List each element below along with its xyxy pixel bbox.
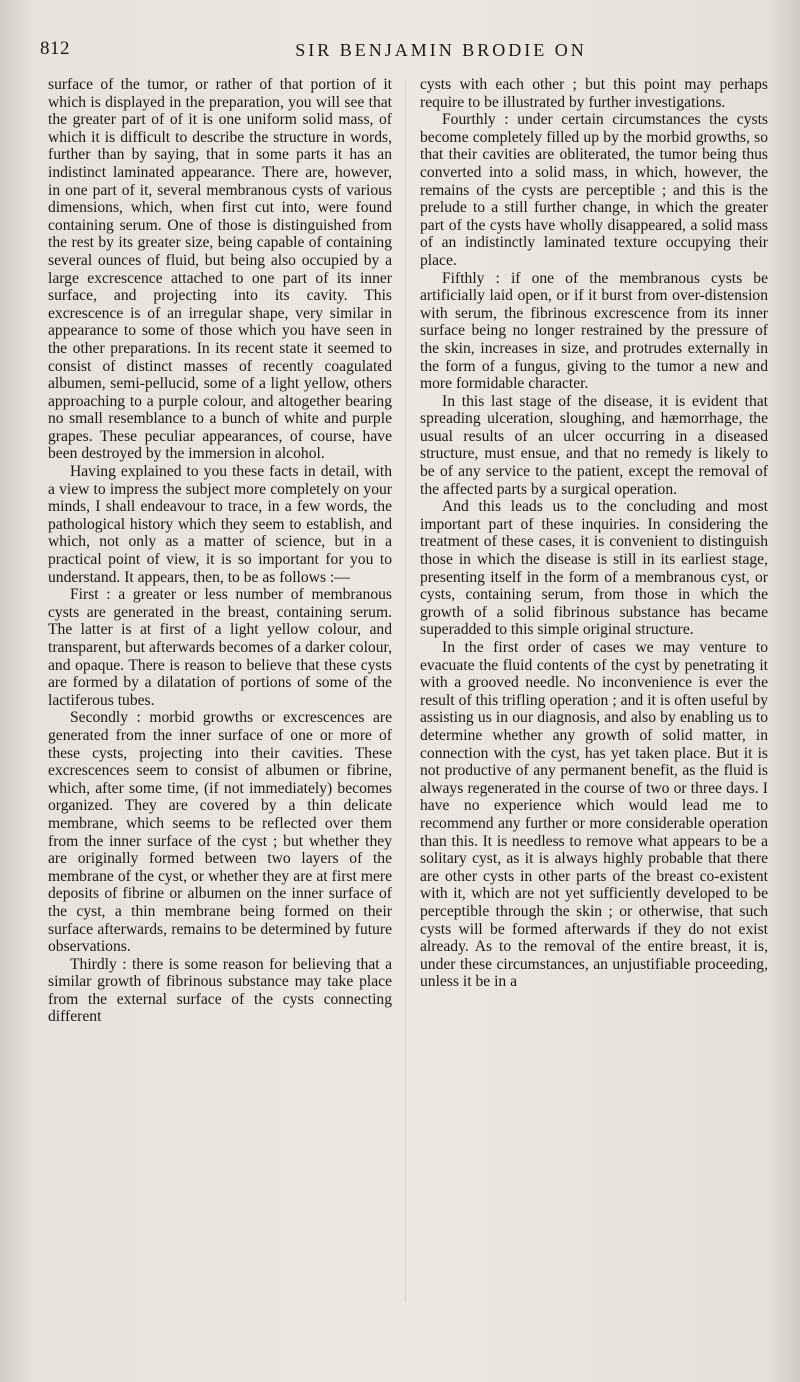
paragraph: First : a greater or less number of membranous cysts are generated in the breast, containing serum. The latter is at first of a light yellow colour, and transparent, but afterwards becomes of a darker colour, and opaque. There is reason to believe that these cysts are formed by a dilatation of portions of some of the lactiferous tubes.: [48, 586, 392, 709]
right-column: [420, 76, 768, 1322]
paragraph: Thirdly : there is some reason for believing that a similar growth of fibrinous substance may take place from the external surface of the cysts connecting different: [48, 955, 392, 1026]
paragraph: Secondly : morbid growths or excrescences are generated from the inner surface of one or more of these cysts, projecting into their cavities. These excrescences seem to consist of albumen or fibrine, which, after some time, (if not immediately) becomes organized. They are covered by a thin delicate membrane, which seems to be reflected over them from the inner surface of the cyst ; but whether they are originally formed between two layers of the membrane of the cyst, or whether they are at first mere deposits of fibrine or albumen on the inner surface of the cyst, a thin membrane being formed on their surface afterwards, remains to be determined by future observations.: [48, 709, 392, 956]
paragraph: Fourthly : under certain circumstances the cysts become completely filled up by the morbid growths, so that their cavities are obliterated, the tumor being thus converted into a solid mass, in which, however, the remains of the cysts are perceptible ; and this is the prelude to a still further change, in which the greater part of the cysts have wholly disappeared, a solid mass of an indistinctly laminated texture occupying their place.: [420, 111, 768, 269]
paragraph: cysts with each other ; but this point may perhaps require to be illustrated by further investigations.: [420, 76, 768, 111]
paragraph: And this leads us to the concluding and most important part of these inquiries. In considering the treatment of these cases, it is convenient to distinguish those in which the disease is still in its earliest stage, presenting itself in the form of a membranous cyst, or cysts, containing serum, from those in which the growth of a solid fibrinous substance has became superadded to this simple original structure.: [420, 498, 768, 639]
left-column: [48, 76, 392, 1322]
paragraph: Having explained to you these facts in detail, with a view to impress the subject more completely on your minds, I shall endeavour to trace, in a few words, the pathological history which they seem to establish, and which, not only as a matter of science, but in a practical point of view, it is so important for you to understand. It appears, then, to be as follows :—: [48, 463, 392, 586]
page-number: 812: [40, 38, 70, 59]
text-columns: [48, 76, 770, 1322]
paragraph: surface of the tumor, or rather of that portion of it which is displayed in the preparation, you will see that the greater part of of it is one uniform solid mass, of which it is difficult to describe the structure in words, further than by saying, that in some parts it has an indistinct laminated appearance. There are, however, in one part of it, several membranous cysts of various dimensions, which, when first cut into, were found containing serum. One of those is distinguished from the rest by its greater size, being capable of containing several ounces of fluid, but being also occupied by a large excrescence attached to one part of its inner surface, and projecting into its cavity. This excrescence is of an irregular shape, very similar in appearance to some of those which you have seen in the other preparations. In its recent state it seemed to consist of distinct masses of recently coagulated albumen, semi-pellucid, some of a light yellow, others approaching to a purple colour, and altogether bearing no small resemblance to a bunch of white and purple grapes. These peculiar appearances, of course, have been destroyed by the immersion in alcohol.: [48, 76, 392, 463]
column-divider: [405, 80, 406, 1302]
paragraph: In the first order of cases we may venture to evacuate the fluid contents of the cyst by penetrating it with a grooved needle. No inconvenience is ever the result of this trifling operation ; and it is often useful by assisting us in our diagnosis, and also by enabling us to determine whether any growth of solid matter, in connection with the cyst, has yet taken place. But it is not productive of any permanent benefit, as the fluid is always regenerated in the course of two or three days. I have no experience which would lead me to recommend any further or more considerable operation than this. It is needless to remove what appears to be a solitary cyst, as it is always highly probable that there are other cysts in other parts of the breast co-existent with it, which are not yet sufficiently developed to be perceptible through the skin ; or otherwise, that such cysts will be formed afterwards if they do not exist already. As to the removal of the entire breast, it is, under these circumstances, an unjustifiable proceeding, unless it be in a: [420, 639, 768, 991]
running-head: [40, 38, 772, 68]
running-title: SIR BENJAMIN BRODIE ON: [295, 40, 587, 60]
paragraph: In this last stage of the disease, it is evident that spreading ulceration, sloughing, and hæmorrhage, the usual results of an ulcer occurring in a diseased structure, must ensue, and that no remedy is likely to be of any service to the patient, except the removal of the affected parts by a surgical operation.: [420, 392, 768, 498]
paragraph: Fifthly : if one of the membranous cysts be artificially laid open, or if it burst from over-distension with serum, the fibrinous excrescence from its inner surface being no longer restrained by the pressure of the skin, increases in size, and protrudes externally in the form of a fungus, giving to the tumor a new and more formidable character.: [420, 269, 768, 393]
